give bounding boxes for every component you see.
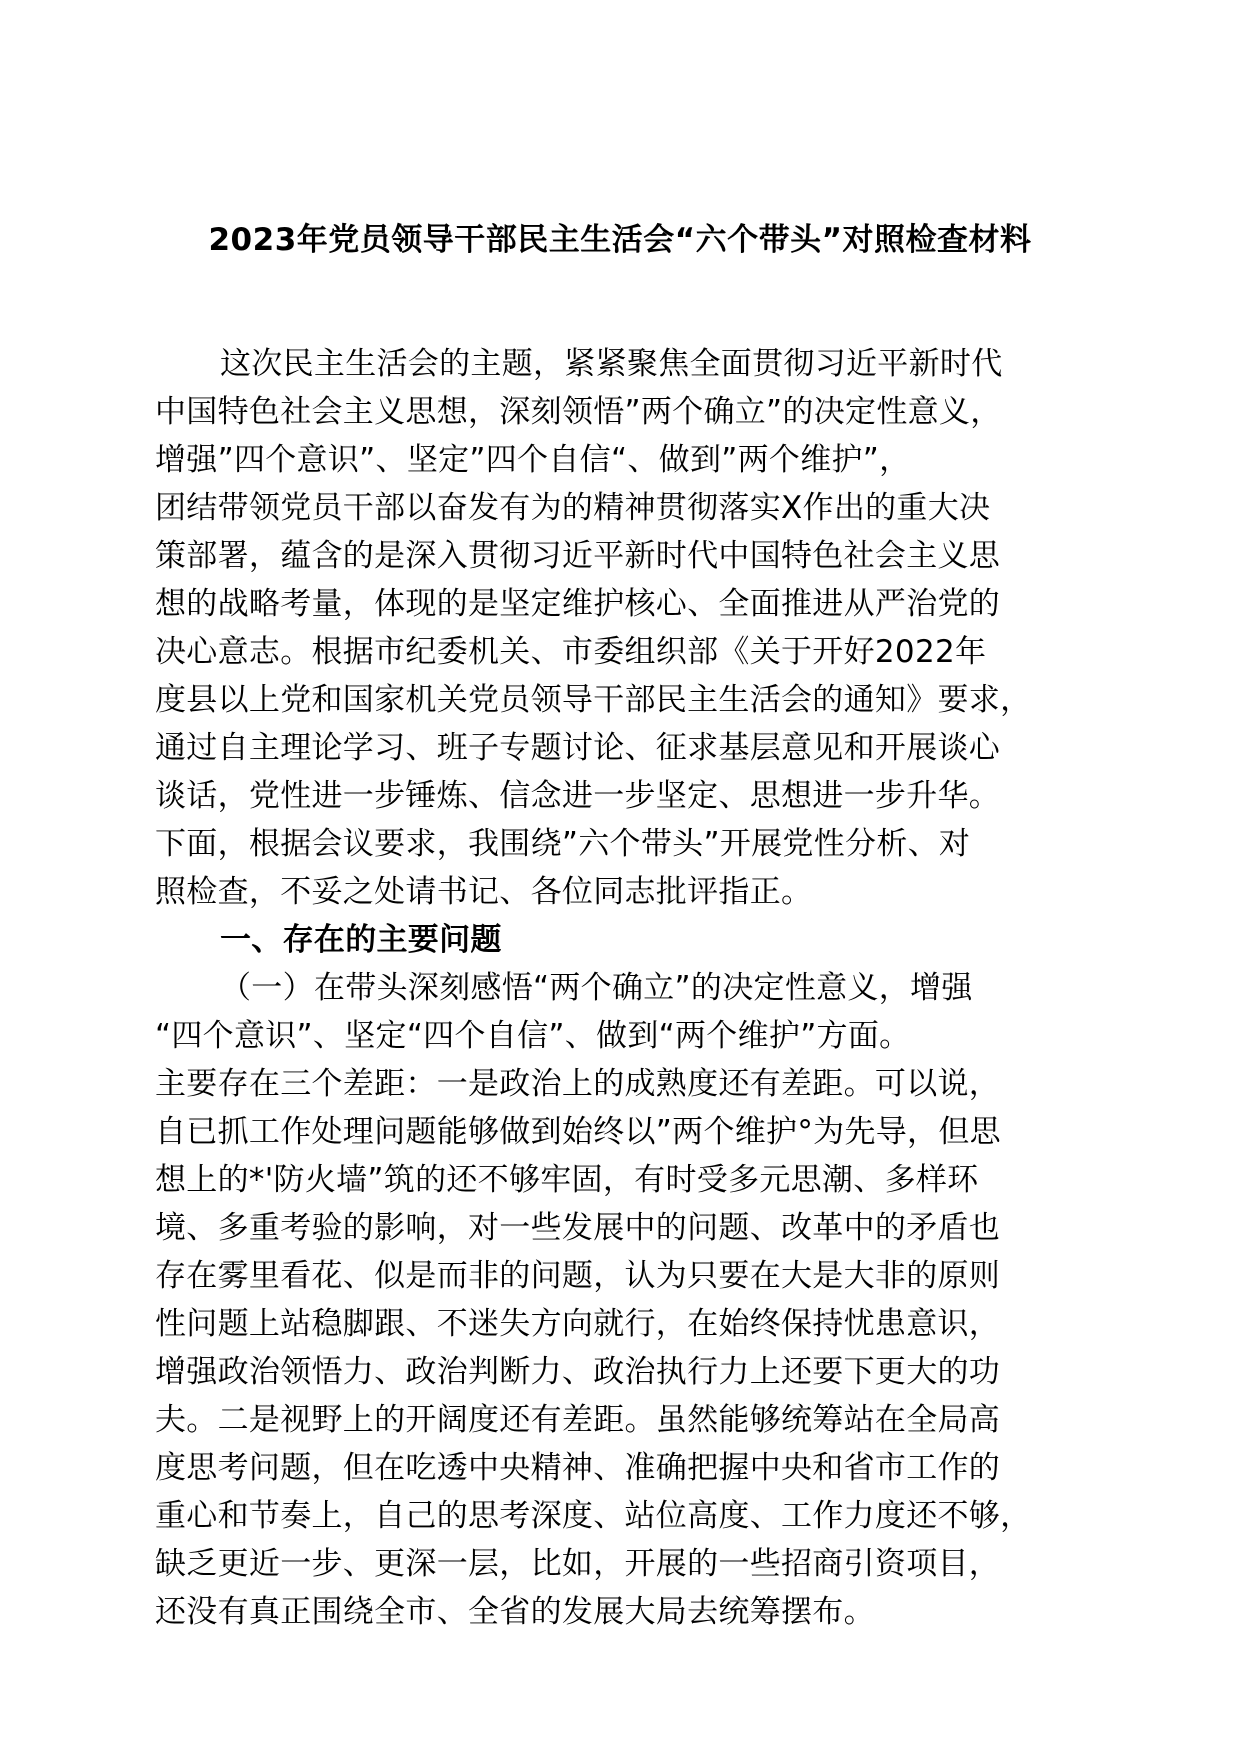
- paragraph-line: 策部署，蕴含的是深入贯彻习近平新时代中国特色社会主义思: [155, 538, 1001, 574]
- paragraph-line: 团结带领党员干部以奋发有为的精神贯彻落实X作出的重大决: [155, 490, 991, 526]
- paragraph-line: 下面，根据会议要求，我围绕”六个带头”开展党性分析、对: [155, 826, 971, 862]
- paragraph-line: 还没有真正围绕全市、全省的发展大局去统筹摆布。: [155, 1594, 875, 1630]
- section-heading: 一、存在的主要问题: [220, 922, 502, 958]
- paragraph-line: 境、多重考验的影响，对一些发展中的问题、改革中的矛盾也: [155, 1210, 1001, 1246]
- paragraph-line: 想上的*'防火墙”筑的还不够牢固，有时受多元思潮、多样环: [155, 1162, 979, 1198]
- paragraph-line: 性问题上站稳脚跟、不迷失方向就行，在始终保持忧患意识，: [155, 1306, 1001, 1342]
- paragraph-line: 增强”四个意识”、坚定”四个自信“、做到”两个维护”，: [155, 442, 911, 478]
- document-title: 2023年党员领导干部民主生活会“六个带头”对照检查材料: [208, 222, 1032, 258]
- paragraph-line: 谈话，党性进一步锤炼、信念进一步坚定、思想进一步升华。: [155, 778, 1001, 814]
- paragraph-line: 存在雾里看花、似是而非的问题，认为只要在大是大非的原则: [155, 1258, 1001, 1294]
- paragraph-line: 中国特色社会主义思想，深刻领悟”两个确立”的决定性意义，: [155, 394, 1002, 430]
- paragraph-line: 照检查，不妥之处请书记、各位同志批评指正。: [155, 874, 813, 910]
- paragraph-line: 这次民主生活会的主题，紧紧聚焦全面贯彻习近平新时代: [220, 346, 1003, 382]
- paragraph-line: 重心和节奏上，自己的思考深度、站位高度、工作力度还不够，: [155, 1498, 1032, 1534]
- paragraph-line: “四个意识”、坚定“四个自信”、做到“两个维护”方面。: [155, 1018, 911, 1054]
- paragraph-line: 通过自主理论学习、班子专题讨论、征求基层意见和开展谈心: [155, 730, 1001, 766]
- paragraph-line: 想的战略考量，体现的是坚定维护核心、全面推进从严治党的: [155, 586, 1001, 622]
- paragraph-line: 度思考问题，但在吃透中央精神、准确把握中央和省市工作的: [155, 1450, 1001, 1486]
- paragraph-line: 增强政治领悟力、政治判断力、政治执行力上还要下更大的功: [155, 1354, 1001, 1390]
- paragraph-line: 缺乏更近一步、更深一层，比如，开展的一些招商引资项目，: [155, 1546, 1001, 1582]
- paragraph-line: 自已抓工作处理问题能够做到始终以”两个维护°为先导，但思: [155, 1114, 1001, 1150]
- paragraph-line: 夫。二是视野上的开阔度还有差距。虽然能够统筹站在全局高: [155, 1402, 1001, 1438]
- paragraph-line: 度县以上党和国家机关党员领导干部民主生活会的通知》要求，: [155, 682, 1032, 718]
- paragraph-line: （一）在带头深刻感悟“两个确立”的决定性意义，增强: [220, 970, 973, 1006]
- paragraph-line: 主要存在三个差距：一是政治上的成熟度还有差距。可以说，: [155, 1066, 1001, 1102]
- document-body: [155, 340, 1115, 1636]
- paragraph-line: 决心意志。根据市纪委机关、市委组织部《关于开好2022年: [155, 634, 987, 670]
